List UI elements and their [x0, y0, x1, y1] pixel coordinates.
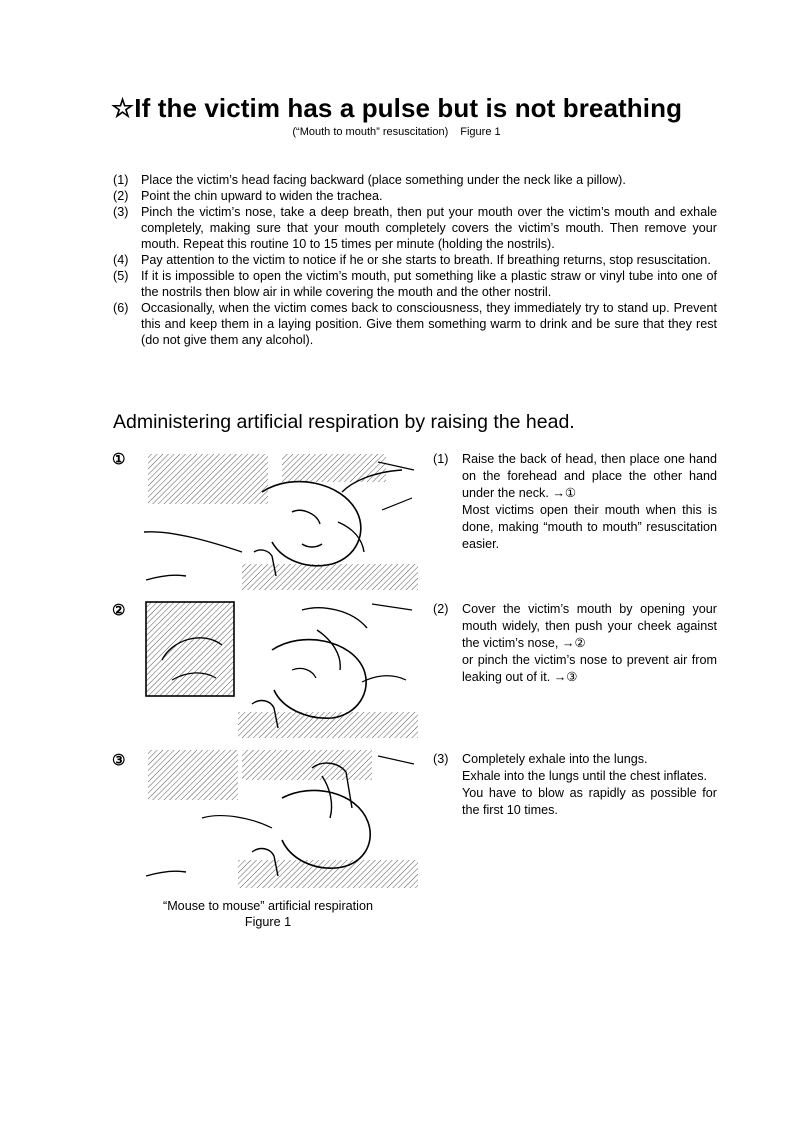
figure-caption: [128, 898, 408, 930]
step-text: If it is impossible to open the victim’s mouth, put something like a plastic straw or vinyl tube into one of the nostrils then blow air in while covering the mouth and the other nostril.: [141, 269, 717, 299]
step-item: [113, 204, 717, 252]
description-line: You have to blow as rapidly as possible for the first 10 times.: [462, 786, 717, 817]
figure-marker-1: ①: [112, 451, 126, 468]
subtitle-figure-ref: Figure 1: [460, 126, 501, 138]
step-text: Point the chin upward to widen the trachea.: [141, 189, 383, 203]
step-item: [113, 172, 717, 188]
description-number: (1): [433, 452, 449, 466]
page-subtitle: [0, 126, 793, 138]
figure-description-3: [433, 751, 717, 819]
figure-illustration-1: [142, 452, 418, 590]
caption-figure-label: Figure 1: [244, 915, 292, 929]
description-line: Raise the back of head, then place one hand on the forehead and place the other hand under the neck. →①: [462, 452, 717, 500]
step-item: [113, 300, 717, 348]
step-number: (6): [113, 301, 129, 315]
subtitle-text: (“Mouth to mouth” resuscitation): [292, 126, 449, 138]
description-line: Most victims open their mouth when this is done, making “mouth to mouth” resuscitation easier.: [462, 503, 717, 551]
step-text: Pay attention to the victim to notice if he or she starts to breath. If breathing returns, stop resuscitation.: [141, 253, 711, 267]
step-number: (2): [113, 189, 129, 203]
step-item: [113, 268, 717, 300]
description-line: Completely exhale into the lungs.: [462, 752, 648, 766]
figure-description-2: [433, 601, 717, 686]
step-number: (4): [113, 253, 129, 267]
description-line: Exhale into the lungs until the chest inflates.: [462, 769, 708, 783]
description-number: (3): [433, 752, 449, 766]
figure-illustration-2: [142, 600, 418, 738]
description-number: (2): [433, 602, 449, 616]
step-text: Occasionally, when the victim comes back to consciousness, they immediately try to stand up. Prevent this and keep them in a laying position. Give them something warm to drink and be sure that they rest (do not give them any alcohol).: [141, 301, 717, 347]
figure-marker-3: ③: [112, 752, 126, 769]
instruction-steps: [113, 172, 717, 348]
figure-illustration-3: [142, 748, 418, 888]
step-number: (5): [113, 269, 129, 283]
section-heading: Administering artificial respiration by raising the head.: [113, 411, 575, 433]
step-item: [113, 188, 717, 204]
description-line: or pinch the victim’s nose to prevent air from leaking out of it. →③: [462, 653, 717, 684]
step-number: (1): [113, 173, 129, 187]
figure-marker-2: ②: [112, 602, 126, 619]
description-line: Cover the victim’s mouth by opening your mouth widely, then push your cheek against the victim’s nose, →②: [462, 602, 717, 650]
page-title: ☆If the victim has a pulse but is not breathing: [110, 93, 683, 123]
step-text: Pinch the victim’s nose, take a deep breath, then put your mouth over the victim’s mouth and exhale completely, making sure that your mouth completely covers the victim’s mouth. Then remove your mouth. Repeat this routine 10 to 15 times per minute (holding the nostrils).: [141, 205, 717, 251]
figure-description-1: [433, 451, 717, 553]
caption-text: “Mouse to mouse” artificial respiration: [163, 899, 373, 913]
step-item: [113, 252, 717, 268]
step-number: (3): [113, 205, 129, 219]
step-text: Place the victim’s head facing backward (place something under the neck like a pillow).: [141, 173, 626, 187]
